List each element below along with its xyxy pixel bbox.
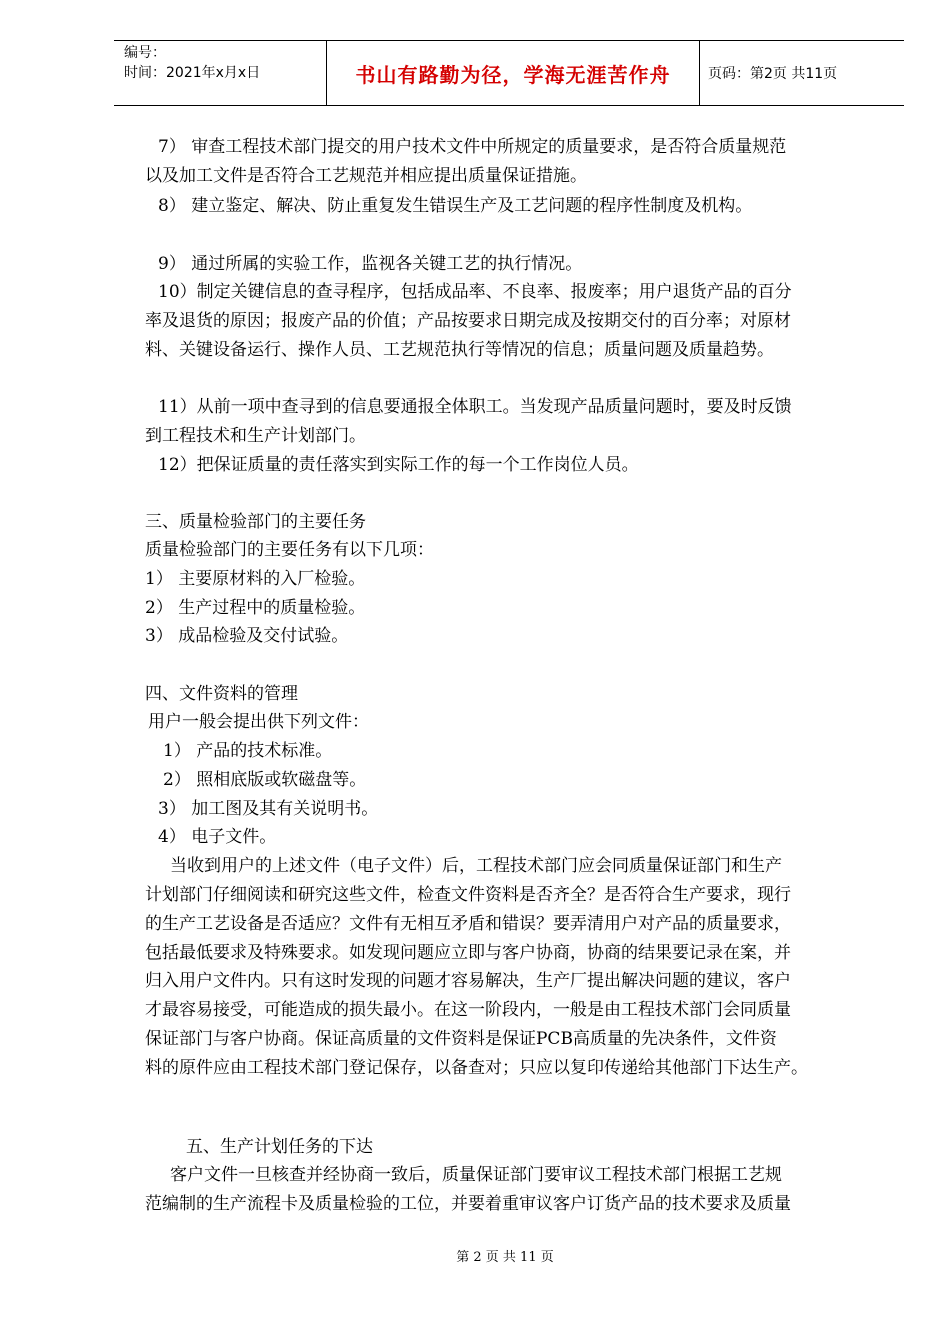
paragraph-line: 质量检验部门的主要任务有以下几项： [145,540,434,560]
list-item: 1） 主要原材料的入厂检验。 [145,569,366,589]
paragraph-line: 才最容易接受，可能造成的损失最小。在这一阶段内，一般是由工程技术部门会同质量 [145,1000,791,1020]
paragraph-line: 到工程技术和生产计划部门。 [145,426,366,446]
paragraph-line: 包括最低要求及特殊要求。如发现问题应立即与客户协商，协商的结果要记录在案，并 [145,943,791,963]
paragraph-line: 归入用户文件内。只有这时发现的问题才容易解决，生产厂提出解决问题的建议，客户 [145,971,791,991]
paragraph-line: 率及退货的原因；报废产品的价值；产品按要求日期完成及按期交付的百分率；对原材 [145,311,791,331]
paragraph-line: 7） 审查工程技术部门提交的用户技术文件中所规定的质量要求，是否符合质量规范 [158,137,787,157]
section-heading: 三、质量检验部门的主要任务 [145,512,366,532]
page-footer [0,1246,950,1265]
paragraph-line: 8） 建立鉴定、解决、防止重复发生错误生产及工艺问题的程序性制度及机构。 [158,196,753,216]
header-motto: 书山有路勤为径，学海无涯苦作舟 [327,41,700,105]
list-item: 2） 照相底版或软磁盘等。 [163,770,367,790]
list-item: 4） 电子文件。 [158,827,277,847]
section-heading: 五、生产计划任务的下达 [186,1137,373,1157]
list-item: 3） 成品检验及交付试验。 [145,626,349,646]
paragraph-line: 范编制的生产流程卡及质量检验的工位，并要着重审议客户订货产品的技术要求及质量 [145,1194,791,1214]
paragraph-line: 料、关键设备运行、操作人员、工艺规范执行等情况的信息；质量问题及质量趋势。 [145,340,774,360]
header-page-label: 页码：第2页 共11页 [708,66,838,82]
section-heading: 四、文件资料的管理 [145,684,298,704]
paragraph-line: 9） 通过所属的实验工作，监视各关键工艺的执行情况。 [158,254,583,274]
paragraph-line: 10）制定关键信息的查寻程序，包括成品率、不良率、报废率；用户退货产品的百分 [158,282,792,302]
time-label: 时间：2021年x月x日 [124,65,261,81]
paragraph-line: 当收到用户的上述文件（电子文件）后，工程技术部门应会同质量保证部门和生产 [170,856,782,876]
header-meta [114,41,327,105]
list-item: 3） 加工图及其有关说明书。 [158,799,379,819]
paragraph-line: 11）从前一项中查寻到的信息要通报全体职工。当发现产品质量问题时，要及时反馈 [158,397,792,417]
paragraph-line: 料的原件应由工程技术部门登记保存，以备查对；只应以复印传递给其他部门下达生产。 [145,1058,808,1078]
number-label: 编号： [124,45,166,61]
list-item: 1） 产品的技术标准。 [163,741,333,761]
paragraph-line: 客户文件一旦核查并经协商一致后，质量保证部门要审议工程技术部门根据工艺规 [170,1165,782,1185]
paragraph-line: 计划部门仔细阅读和研究这些文件，检查文件资料是否齐全？是否符合生产要求，现行 [145,885,791,905]
paragraph-line: 用户一般会提出供下列文件： [148,712,369,732]
footer-page-number: 第 2 页 共 11 页 [456,1250,554,1265]
page-header [114,40,904,106]
paragraph-line: 12）把保证质量的责任落实到实际工作的每一个工作岗位人员。 [158,455,639,475]
list-item: 2） 生产过程中的质量检验。 [145,598,366,618]
paragraph-line: 的生产工艺设备是否适应？文件有无相互矛盾和错误？要弄清用户对产品的质量要求， [145,914,791,934]
paragraph-line: 以及加工文件是否符合工艺规范并相应提出质量保证措施。 [145,166,587,186]
paragraph-line: 保证部门与客户协商。保证高质量的文件资料是保证PCB高质量的先决条件，文件资 [145,1029,777,1049]
